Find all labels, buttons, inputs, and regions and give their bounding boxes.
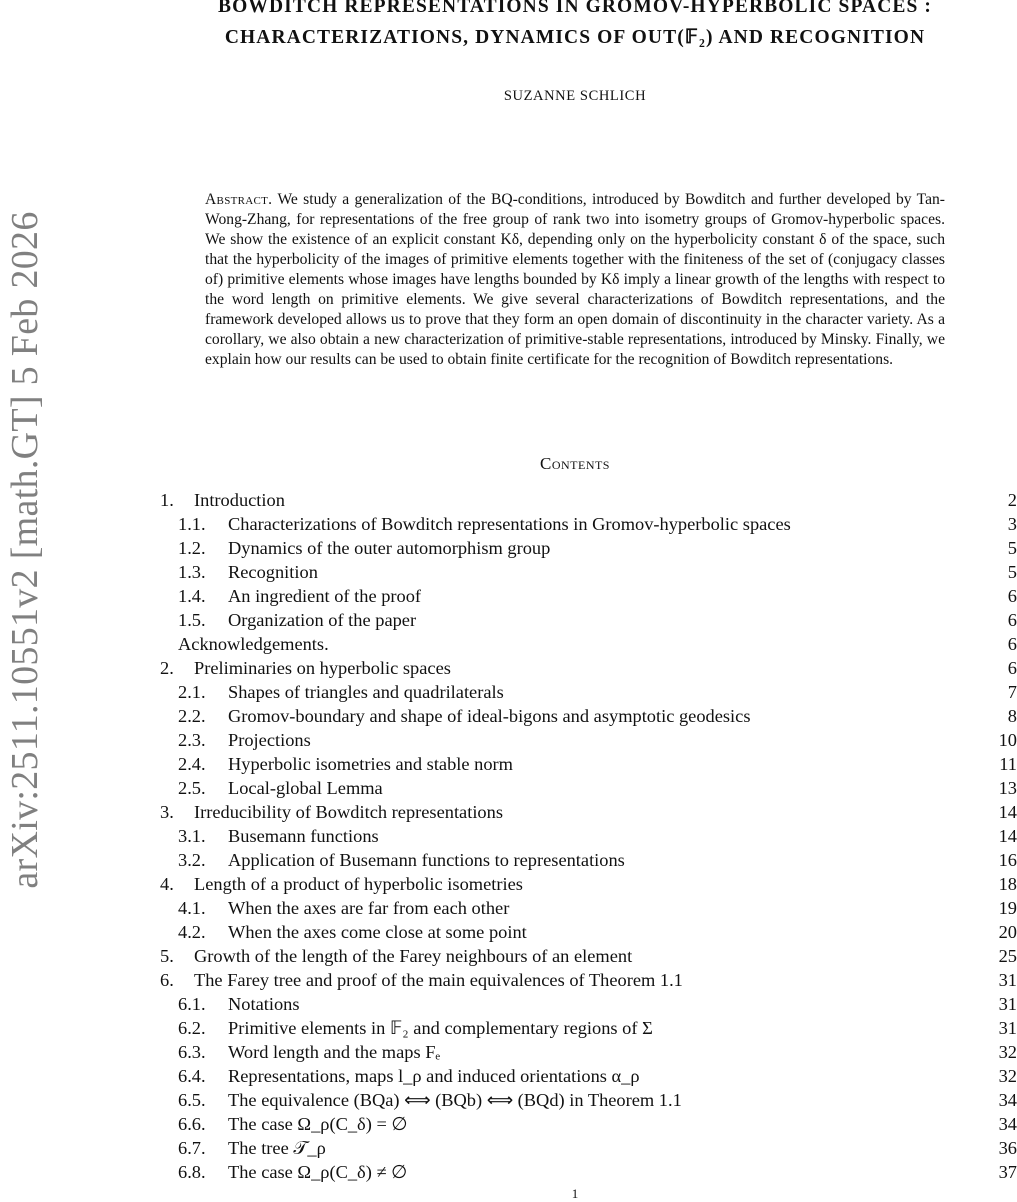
toc-entry[interactable] <box>160 513 1017 537</box>
toc-entry-number: 2.1. <box>178 682 206 702</box>
toc-entry[interactable] <box>160 609 1017 633</box>
toc-entry-page: 31 <box>998 970 1017 990</box>
toc-entry-title: Notations <box>228 994 300 1014</box>
toc-entry-title: The tree 𝒯_ρ <box>228 1138 326 1158</box>
toc-entry-page: 6 <box>1007 634 1017 654</box>
toc-entry-title: Irreducibility of Bowditch representations <box>194 802 503 822</box>
toc-entry-page: 36 <box>998 1138 1017 1158</box>
toc-entry-title: Length of a product of hyperbolic isometries <box>194 874 523 894</box>
toc-entry-title: Hyperbolic isometries and stable norm <box>228 754 513 774</box>
toc-entry[interactable] <box>160 1065 1017 1089</box>
toc-entry[interactable] <box>160 825 1017 849</box>
toc-entry-title: Dynamics of the outer automorphism group <box>228 538 551 558</box>
toc-entry-number: 1.2. <box>178 538 206 558</box>
toc-entry-title: The case Ω_ρ(C_δ) ≠ ∅ <box>228 1162 408 1182</box>
toc-entry-page: 11 <box>999 754 1017 774</box>
toc-entry[interactable] <box>160 1113 1017 1137</box>
toc-entry-title: When the axes come close at some point <box>228 922 527 942</box>
toc-entry-number: 1.3. <box>178 562 206 582</box>
toc-entry-page: 5 <box>1007 538 1017 558</box>
toc-entry-number: 6. <box>160 970 174 990</box>
toc-entry[interactable] <box>160 873 1017 897</box>
toc-entry[interactable] <box>160 993 1017 1017</box>
toc-entry-number: 1. <box>160 490 174 510</box>
toc-entry[interactable] <box>160 681 1017 705</box>
toc-entry-number: 6.7. <box>178 1138 206 1158</box>
toc-entry-number: 4.2. <box>178 922 206 942</box>
toc-entry-number: 6.4. <box>178 1066 206 1086</box>
toc-entry[interactable] <box>160 657 1017 681</box>
toc-entry-page: 32 <box>998 1066 1017 1086</box>
toc-entry-page: 37 <box>998 1162 1017 1182</box>
toc-entry-page: 18 <box>998 874 1017 894</box>
toc-entry[interactable] <box>160 897 1017 921</box>
table-of-contents <box>160 489 1017 1185</box>
toc-entry-title: An ingredient of the proof <box>228 586 422 606</box>
toc-entry-number: 6.1. <box>178 994 206 1014</box>
toc-entry-title: Preliminaries on hyperbolic spaces <box>194 658 451 678</box>
toc-entry-title: Projections <box>228 730 311 750</box>
toc-entry[interactable] <box>160 1137 1017 1161</box>
arxiv-identifier: arXiv:2511.10551v2 [math.GT] 5 Feb 2026 <box>4 211 46 889</box>
toc-entry-page: 32 <box>998 1042 1017 1062</box>
toc-entry-page: 2 <box>1007 490 1017 510</box>
toc-entry-page: 6 <box>1007 610 1017 630</box>
toc-entry-number: 6.8. <box>178 1162 206 1182</box>
toc-entry[interactable] <box>160 1041 1017 1065</box>
toc-entry[interactable] <box>160 921 1017 945</box>
toc-entry-page: 14 <box>998 826 1017 846</box>
toc-entry[interactable] <box>160 561 1017 585</box>
toc-entry-number: 6.2. <box>178 1018 206 1038</box>
toc-entry-title: Local-global Lemma <box>228 778 383 798</box>
toc-entry-page: 25 <box>998 946 1017 966</box>
toc-entry-title: Introduction <box>194 490 285 510</box>
toc-entry-number: 2. <box>160 658 174 678</box>
toc-entry-title: Organization of the paper <box>228 610 417 630</box>
toc-entry-page: 3 <box>1007 514 1017 534</box>
toc-entry-page: 10 <box>998 730 1017 750</box>
toc-entry-title: The equivalence (BQa) ⟺ (BQb) ⟺ (BQd) in Theorem 1.1 <box>228 1090 682 1110</box>
toc-entry-page: 8 <box>1007 706 1017 726</box>
toc-entry[interactable] <box>160 585 1017 609</box>
toc-entry-title: The Farey tree and proof of the main equivalences of Theorem 1.1 <box>194 970 683 990</box>
contents-heading: Contents <box>539 454 610 473</box>
toc-entry-number: 2.3. <box>178 730 206 750</box>
toc-entry-title: Characterizations of Bowditch representations in Gromov-hyperbolic spaces <box>228 514 791 534</box>
toc-entry-number: 2.2. <box>178 706 206 726</box>
toc-entry-number: 3.2. <box>178 850 206 870</box>
toc-entry[interactable] <box>160 537 1017 561</box>
toc-entry-number: 1.5. <box>178 610 206 630</box>
arxiv-sidebar <box>0 180 50 920</box>
toc-entry[interactable] <box>160 1089 1017 1113</box>
toc-entry-page: 19 <box>998 898 1017 918</box>
toc-entry-number: 1.1. <box>178 514 206 534</box>
page-number: 1 <box>571 1186 579 1201</box>
toc-entry[interactable] <box>160 969 1017 993</box>
toc-entry-page: 6 <box>1007 586 1017 606</box>
toc-entry-number: 6.3. <box>178 1042 206 1062</box>
toc-entry-title: Primitive elements in 𝔽₂ and complementary regions of Σ <box>228 1018 653 1038</box>
toc-entry-number: 6.6. <box>178 1114 206 1134</box>
abstract-label: Abstract. <box>205 191 273 208</box>
toc-entry[interactable] <box>160 945 1017 969</box>
toc-entry-page: 31 <box>998 994 1017 1014</box>
paper-title-line-1: BOWDITCH REPRESENTATIONS IN GROMOV-HYPERBOLIC SPACES : <box>218 0 932 17</box>
toc-entry-number: 5. <box>160 946 174 966</box>
toc-entry-number: 4.1. <box>178 898 206 918</box>
toc-entry-number: 3. <box>160 802 174 822</box>
toc-entry-title: Acknowledgements. <box>178 634 329 654</box>
toc-entry-title: The case Ω_ρ(C_δ) = ∅ <box>228 1114 408 1134</box>
abstract-text: We study a generalization of the BQ-conditions, introduced by Bowditch and further developed by Tan-Wong-Zhang, for representations of the free group of rank two into isometry groups of Gromov-hyperbolic spaces. We show the existence of an explicit constant Kδ, depending only on the hyperbolicity constant δ of the space, such that the hyperbolicity of the images of primitive elements together with the finiteness of the set of (conjugacy classes of) primitive elements whose images have lengths bounded by Kδ imply a linear growth of the lengths with respect to the word length on primitive elements. We give several characterizations of Bowditch representations, and the framework developed allows us to prove that they form an open domain of discontinuity in the character variety. As a corollary, we also obtain a new characterization of primitive-stable representations, introduced by Minsky. Finally, we explain how our results can be used to obtain finite certificate for the recognition of Bowditch representations. <box>205 191 945 368</box>
toc-entry-page: 16 <box>998 850 1017 870</box>
toc-entry-title: When the axes are far from each other <box>228 898 510 918</box>
toc-entry-title: Word length and the maps Fₑ <box>228 1042 441 1062</box>
toc-entry-page: 31 <box>998 1018 1017 1038</box>
abstract <box>205 190 945 370</box>
toc-entry-number: 4. <box>160 874 174 894</box>
toc-entry-page: 34 <box>998 1090 1017 1110</box>
toc-entry-page: 34 <box>998 1114 1017 1134</box>
toc-entry-page: 13 <box>998 778 1017 798</box>
toc-entry-page: 6 <box>1007 658 1017 678</box>
author-name: SUZANNE SCHLICH <box>503 88 647 104</box>
toc-entry-title: Growth of the length of the Farey neighbours of an element <box>194 946 633 966</box>
toc-entry[interactable] <box>160 633 1017 657</box>
toc-entry-page: 14 <box>998 802 1017 822</box>
toc-entry-title: Application of Busemann functions to representations <box>228 850 625 870</box>
toc-entry-title: Representations, maps l_ρ and induced orientations α_ρ <box>228 1066 640 1086</box>
toc-entry-number: 6.5. <box>178 1090 206 1110</box>
toc-entry[interactable] <box>160 1161 1017 1185</box>
toc-entry[interactable] <box>160 705 1017 729</box>
toc-entry[interactable] <box>160 1017 1017 1041</box>
toc-entry-title: Busemann functions <box>228 826 379 846</box>
toc-entry[interactable] <box>160 753 1017 777</box>
toc-entry-number: 3.1. <box>178 826 206 846</box>
toc-entry-number: 1.4. <box>178 586 206 606</box>
toc-entry-title: Gromov-boundary and shape of ideal-bigons and asymptotic geodesics <box>228 706 751 726</box>
paper-title-line-2: CHARACTERIZATIONS, DYNAMICS OF OUT(𝔽₂) AND RECOGNITION <box>224 27 926 48</box>
toc-entry[interactable] <box>160 849 1017 873</box>
toc-entry-page: 20 <box>998 922 1017 942</box>
toc-entry[interactable] <box>160 489 1017 513</box>
toc-entry-page: 7 <box>1007 682 1017 702</box>
toc-entry-page: 5 <box>1007 562 1017 582</box>
toc-entry-title: Recognition <box>228 562 318 582</box>
toc-entry[interactable] <box>160 777 1017 801</box>
toc-entry[interactable] <box>160 801 1017 825</box>
toc-entry[interactable] <box>160 729 1017 753</box>
toc-entry-number: 2.5. <box>178 778 206 798</box>
toc-entry-title: Shapes of triangles and quadrilaterals <box>228 682 504 702</box>
toc-entry-number: 2.4. <box>178 754 206 774</box>
